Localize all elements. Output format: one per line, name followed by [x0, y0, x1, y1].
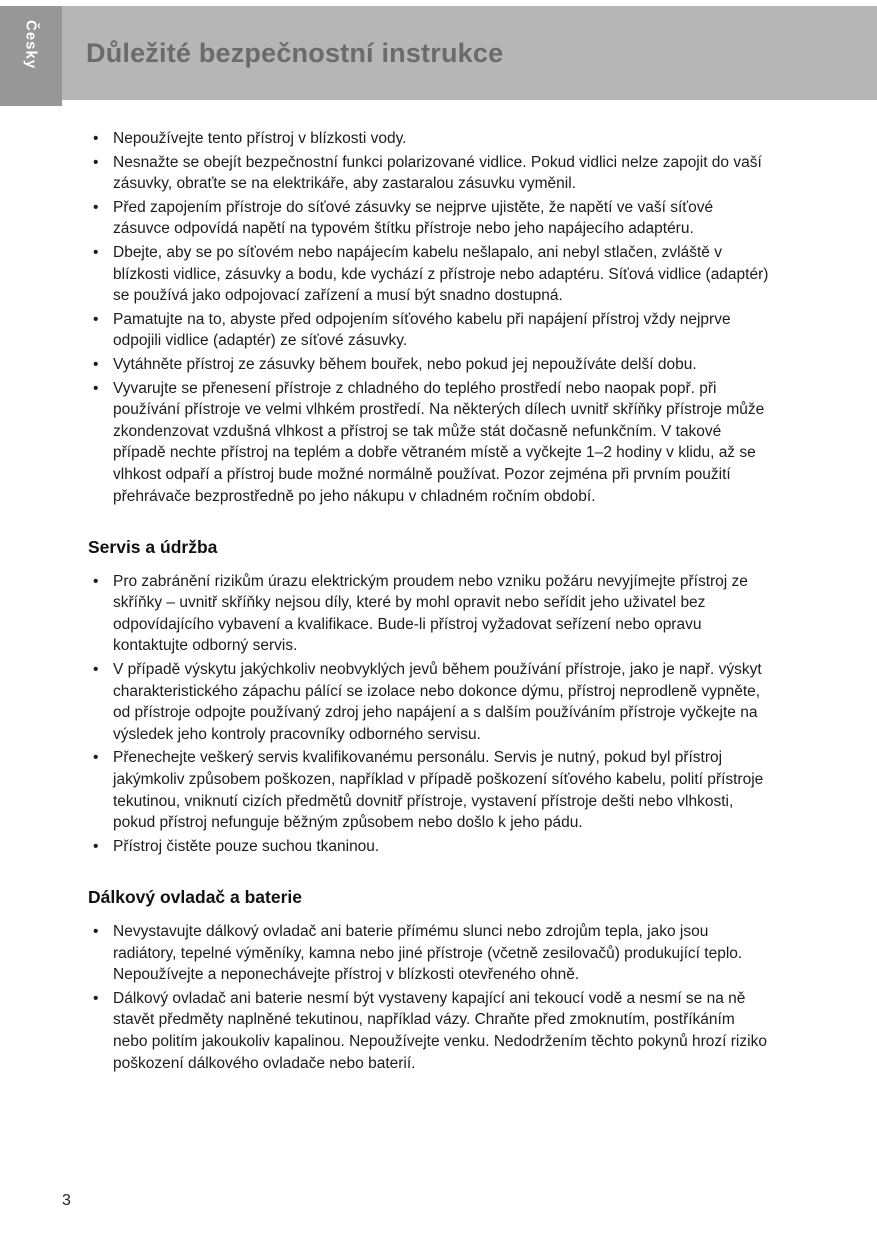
- list-item: • Vyvarujte se přenesení přístroje z chladného do teplého prostředí nebo naopak popř. při používání přístroje ve velmi vlhkém prostředí. Na některých dílech uvnitř skříňky přístroje může zkondenzovat vzdušná vlhkost a přístroj se tak může stát dočasně nefunkčním. V takové případě nechte přístroj na teplém a dobře větraném místě a vyčkejte 1–2 hodiny v klidu, až se vlhkost odpaří a přístroj bude možné normálně používat. Pozor zejména při prvním použití přehrávače bezprostředně po jeho nákupu v chladném ročním období.: [88, 378, 770, 508]
- list-item: • Před zapojením přístroje do síťové zásuvky se nejprve ujistěte, že napětí ve vaší síťové zásuvce odpovídá napětí na typovém štítku přístroje nebo jeho napájecího adaptéru.: [88, 197, 770, 240]
- content-area: [88, 128, 770, 1076]
- list-item: • Pro zabránění rizikům úrazu elektrickým proudem nebo vzniku požáru nevyjímejte přístroj ze skříňky – uvnitř skříňky nejsou díly, které by mohl opravit nebo seřídit jeho uživatel bez odpovídajícího vybavení a kvalifikace. Bude-li přístroj vyžadovat seřízení nebo opravu kontaktujte odborný servis.: [88, 571, 770, 657]
- list-item: • Přístroj čistěte pouze suchou tkaninou.: [88, 836, 770, 858]
- language-tab: [0, 6, 62, 106]
- page-number: 3: [62, 1192, 71, 1209]
- section-heading-remote: Dálkový ovladač a baterie: [88, 887, 302, 908]
- remote-battery-list: [88, 921, 770, 1074]
- language-tab-label: Česky: [22, 20, 40, 70]
- list-item: • Nevystavujte dálkový ovladač ani baterie přímému slunci nebo zdrojům tepla, jako jsou radiátory, tepelné výměníky, kamna nebo jiné přístroje (včetně zesilovačů) produkující teplo. Nepoužívejte a neponechávejte přístroj v blízkosti otevřeného ohně.: [88, 921, 770, 986]
- list-item: • Vytáhněte přístroj ze zásuvky během bouřek, nebo pokud jej nepoužíváte delší dobu.: [88, 354, 770, 376]
- list-item: • V případě výskytu jakýchkoliv neobvyklých jevů během používání přístroje, jako je např. výskyt charakteristického zápachu pálící se izolace nebo dokonce dýmu, přístroj neprodleně vypněte, od přístroje odpojte používaný zdroj jeho napájení a s dalším používáním přístroje vyčkejte na výsledek jeho kontroly pracovníky odborného servisu.: [88, 659, 770, 745]
- list-item: • Dbejte, aby se po síťovém nebo napájecím kabelu nešlapalo, ani nebyl stlačen, zvláště v blízkosti vidlice, zásuvky a bodu, kde vychází z přístroje nebo adaptéru. Síťová vidlice (adaptér) se používá jako odpojovací zařízení a musí být snadno dostupná.: [88, 242, 770, 307]
- list-item: • Nepoužívejte tento přístroj v blízkosti vody.: [88, 128, 770, 150]
- service-list: [88, 571, 770, 858]
- list-item: • Pamatujte na to, abyste před odpojením síťového kabelu při napájení přístroj vždy nejprve odpojili vidlice (adaptér) ze síťové zásuvky.: [88, 309, 770, 352]
- page-title: Důležité bezpečnostní instrukce: [86, 37, 504, 68]
- list-item: • Nesnažte se obejít bezpečnostní funkci polarizované vidlice. Pokud vidlici nelze zapojit do vaší zásuvky, obraťte se na elektrikáře, aby zastaralou zásuvku vyměnil.: [88, 152, 770, 195]
- intro-safety-list: [88, 128, 770, 507]
- section-heading-service: Servis a údržba: [88, 537, 218, 558]
- page-header: [0, 6, 877, 106]
- list-item: • Dálkový ovladač ani baterie nesmí být vystaveny kapající ani tekoucí vodě a nesmí se na ně stavět předměty naplněné tekutinou, například vázy. Chraňte před zmoknutím, postříkáním nebo politím jakoukoliv kapalinou. Nepoužívejte venku. Nedodržením těchto pokynů hrozí riziko poškození dálkového ovladače nebo baterií.: [88, 988, 770, 1074]
- list-item: • Přenechejte veškerý servis kvalifikovanému personálu. Servis je nutný, pokud byl přístroj jakýmkoliv způsobem poškozen, například v případě poškození síťového kabelu, polití přístroje tekutinou, vniknutí cizích předmětů dovnitř přístroje, vystavení přístroje dešti nebo vlhkosti, pokud přístroj nefunguje běžným způsobem nebo došlo k jeho pádu.: [88, 747, 770, 833]
- title-bar: [62, 6, 877, 100]
